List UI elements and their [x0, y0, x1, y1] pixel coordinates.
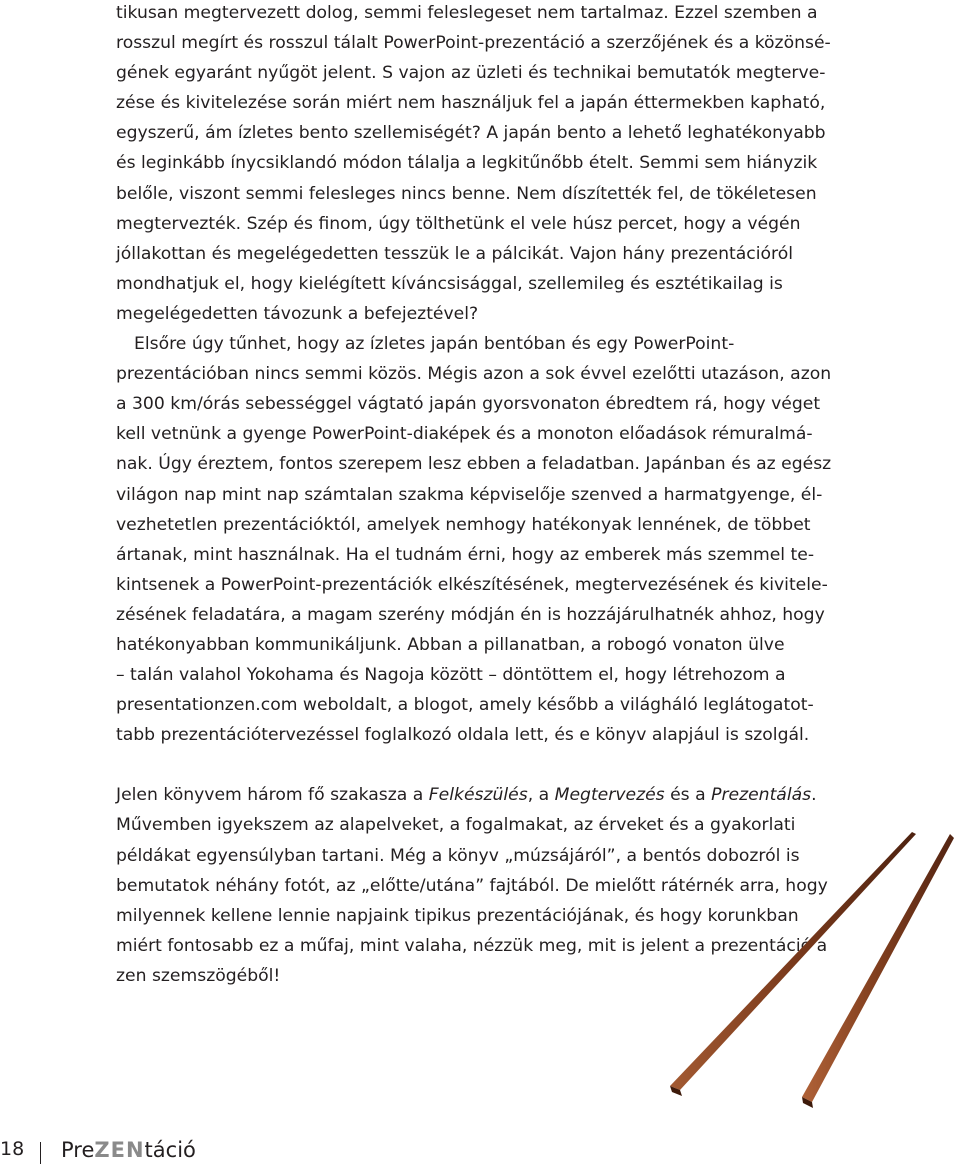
- paragraph-bento: [116, 0, 831, 329]
- text-line: prezentációban nincs semmi közös. Mégis azon a sok évvel ezelőtti utazáson, azon: [116, 364, 832, 385]
- text-line: vezhetetlen prezentációktól, amelyek nemhogy hatékonyak lennének, de többet: [116, 514, 811, 535]
- text-line: gének egyaránt nyűgöt jelent. S vajon az üzleti és technikai bemutatók megterve-: [116, 63, 826, 84]
- text-line: Elsőre úgy tűnhet, hogy az ízletes japán bentóban és egy PowerPoint-: [134, 334, 735, 355]
- text-line: a 300 km/órás sebességgel vágtató japán gyorsvonaton ébredtem rá, hogy véget: [116, 394, 821, 415]
- text-run: , a: [527, 785, 555, 806]
- text-line: egyszerű, ám ízletes bento szellemiségét? A japán bento a lehető leghatékonyabb: [116, 123, 826, 144]
- section-name-design: Megtervezés: [554, 785, 665, 806]
- text-line: tikusan megtervezett dolog, semmi feleslegeset nem tartalmaz. Ezzel szemben a: [116, 3, 818, 23]
- text-line: megelégedetten távozunk a befejeztével?: [116, 303, 479, 324]
- chopsticks-photo: [640, 820, 960, 1110]
- text-line: világon nap mint nap számtalan szakma képviselője szenved a harmatgyenge, él-: [116, 484, 823, 505]
- section-name-prepare: Felkészülés: [428, 785, 528, 806]
- page-footer: [0, 1138, 960, 1165]
- text-line: presentationzen.com weboldalt, a blogot, amely később a világháló leglátogatot-: [116, 695, 814, 716]
- text-line: zésének feladatára, a magam szerény módján én is hozzájárulhatnék ahhoz, hogy: [116, 604, 825, 625]
- text-line: kintsenek a PowerPoint-prezentációk elkészítésének, megtervezésének és kivitele-: [116, 574, 828, 595]
- page-number: 18: [0, 1138, 25, 1160]
- book-title: [61, 1138, 196, 1162]
- title-part: táció: [144, 1138, 196, 1162]
- text-line: jóllakottan és megelégedetten tesszük le a pálcikát. Vajon hány prezentációról: [116, 243, 793, 264]
- text-line: belőle, viszont semmi felesleges nincs benne. Nem díszítették fel, de tökéletesen: [116, 183, 817, 204]
- text-line: rosszul megírt és rosszul tálalt PowerPoint-prezentáció a szerzőjének és a közönsé-: [116, 33, 831, 54]
- text-run: Jelen könyvem három fő szakasza a: [116, 785, 429, 806]
- text-line: zen szemszögéből!: [116, 965, 281, 986]
- text-line: és leginkább ínycsiklandó módon tálalja a legkitűnőbb ételt. Semmi sem hiányzik: [116, 153, 818, 174]
- paragraph-train: [116, 329, 832, 750]
- text-line: tabb prezentációtervezéssel foglalkozó oldala lett, és e könyv alapjául is szolgál.: [116, 725, 810, 746]
- text-line: miért fontosabb ez a műfaj, mint valaha, nézzük meg, mit is jelent a prezentáció a: [116, 935, 828, 956]
- text-line: megtervezték. Szép és finom, úgy tölthetünk el vele húsz percet, hogy a végén: [116, 213, 801, 234]
- text-run: és a: [664, 785, 712, 806]
- text-line: [116, 780, 816, 810]
- text-line: példákat egyensúlyban tartani. Még a könyv „múzsájáról”, a bentós dobozról is: [116, 845, 800, 866]
- text-line: nak. Úgy éreztem, fontos szerepem lesz ebben a feladatban. Japánban és az egész: [116, 454, 832, 475]
- text-line: kell vetnünk a gyenge PowerPoint-diaképek és a monoton előadások rémuralmá-: [116, 424, 813, 445]
- title-zen: ZEN: [94, 1138, 145, 1162]
- text-line: – talán valahol Yokohama és Nagoja között – döntöttem el, hogy létrehozom a: [116, 665, 786, 686]
- text-line: bemutatok néhány fotót, az „előtte/utána” fajtából. De mielőtt rátérnék arra, hogy: [116, 875, 828, 896]
- section-name-present: Prezentálás: [711, 785, 812, 806]
- text-line: mondhatjuk el, hogy kielégített kíváncsisággal, szellemileg és esztétikailag is: [116, 273, 783, 294]
- title-part: Pre: [61, 1138, 95, 1162]
- text-line: Művemben igyekszem az alapelveket, a fogalmakat, az érveket és a gyakorlati: [116, 815, 796, 836]
- text-line: hatékonyabban kommunikáljunk. Abban a pillanatban, a robogó vonaton ülve: [116, 634, 785, 655]
- text-line: milyennek kellene lennie napjaink tipikus prezentációjának, és hogy korunkban: [116, 905, 799, 926]
- text-run: .: [811, 785, 817, 806]
- text-line: ártanak, mint használnak. Ha el tudnám érni, hogy az emberek más szemmel te-: [116, 544, 815, 565]
- footer-divider: [40, 1142, 41, 1164]
- text-line: zése és kivitelezése során miért nem használjuk fel a japán éttermekben kapható,: [116, 93, 826, 114]
